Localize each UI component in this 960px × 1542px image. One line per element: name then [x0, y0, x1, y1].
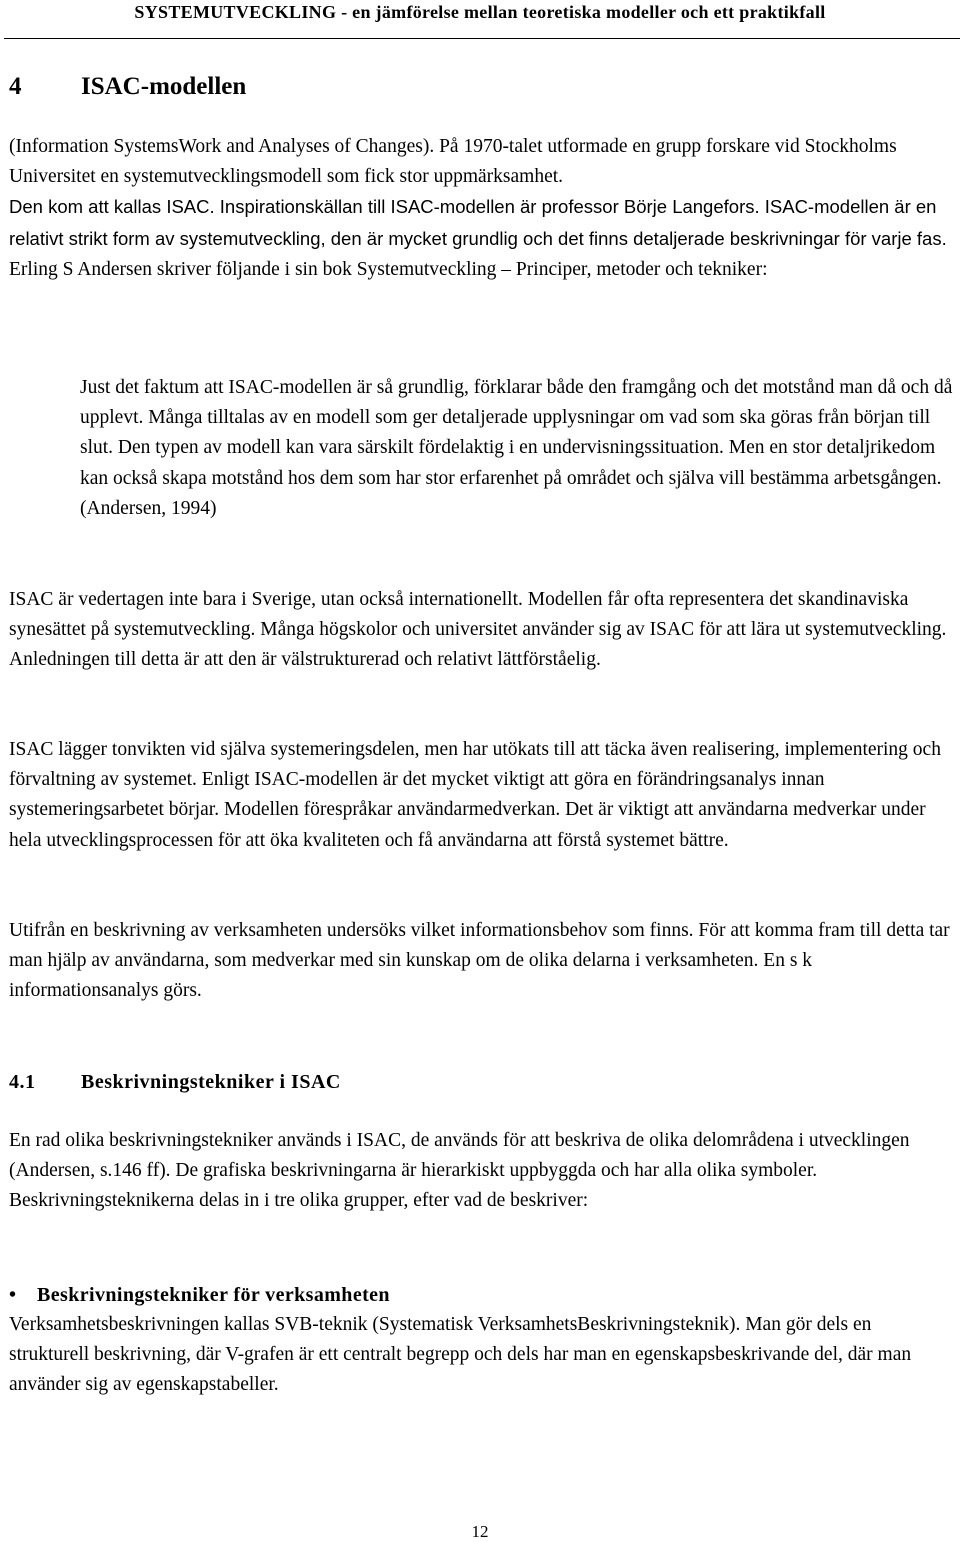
chapter-heading	[9, 72, 246, 102]
intro-paragraph	[9, 132, 954, 285]
body-paragraph: ISAC är vedertagen inte bara i Sverige, utan också internationellt. Modellen får ofta representera det skandinaviska synesättet på systemutveckling. Många högskolor och universitet använder sig av ISAC för att lära ut systemutveckling. Anledningen till detta är att den är välstrukturerad och relativt lättförståelig.	[9, 589, 947, 671]
chapter-title: ISAC-modellen	[81, 73, 247, 100]
bullet-heading-text: Beskrivningstekniker för verksamheten	[37, 1284, 390, 1306]
header-rule	[4, 38, 960, 39]
intro-serif-text: (Information SystemsWork and Analyses of Changes). På 1970-talet utformade en grupp forskare vid Stockholms Universitet en systemutvecklingsmodell som fick stor uppmärksamhet.	[9, 136, 897, 188]
page-number: 12	[471, 1522, 489, 1541]
quote-citation: (Andersen, 1994)	[80, 497, 217, 519]
running-header: SYSTEMUTVECKLING - en jämförelse mellan teoretiska modeller och ett praktikfall	[134, 2, 826, 22]
section-title: Beskrivningstekniker i ISAC	[81, 1071, 341, 1093]
quote-text: Just det faktum att ISAC-modellen är så grundlig, förklarar både den framgång och det motstånd man då och då upplevt. Många tilltalas av en modell som ger detaljerade upplysningar om vad som ska göras från början till slut. Den typen av modell kan vara särskilt fördelaktig i en undervisningssituation. Men en stor detaljrikedom kan också skapa motstånd hos dem som har stor erfarenhet på området och själva vill bestämma arbetsgången.	[80, 377, 953, 489]
bullet-heading	[9, 1281, 390, 1309]
chapter-number: 4	[9, 73, 22, 100]
section-paragraph: En rad olika beskrivningstekniker används i ISAC, de används för att beskriva de olika delområdena i utvecklingen (Andersen, s.146 ff). De grafiska beskrivningarna är hierarkiskt uppbyggda och har alla olika symboler. Beskrivningsteknikerna delas in i tre olika grupper, efter vad de beskriver:	[9, 1130, 910, 1212]
body-paragraph: Utifrån en beskrivning av verksamheten undersöks vilket informationsbehov som finns. För att komma fram till detta tar man hjälp av användarna, som medverkar med sin kunskap om de olika delarna i verksamheten. En s k informationsanalys görs.	[9, 920, 950, 1002]
intro-sans-text: Den kom att kallas ISAC. Inspirationskällan till ISAC-modellen är professor Börje Langefors. ISAC-modellen är en relativt strikt form av systemutveckling, den är mycket grundlig och det finns detaljerade beskrivningar för varje fas.	[9, 196, 947, 249]
bullet-paragraph: Verksamhetsbeskrivningen kallas SVB-teknik (Systematisk VerksamhetsBeskrivningsteknik). Man gör dels en strukturell beskrivning, där V-grafen är ett centralt begrepp och dels har man en egenskapsbeskrivande del, där man använder sig av egenskapstabeller.	[9, 1314, 912, 1396]
section-number: 4.1	[9, 1071, 36, 1093]
body-paragraph: ISAC lägger tonvikten vid själva systemeringsdelen, men har utökats till att täcka även realisering, implementering och förvaltning av systemet. Enligt ISAC-modellen är det mycket viktigt att göra en förändringsanalys innan systemeringsarbetet börjar. Modellen förespråkar användarmedverkan. Det är viktigt att användarna medverkar under hela utvecklingsprocessen för att öka kvaliteten och få användarna att förstå systemet bättre.	[9, 739, 941, 851]
section-heading	[9, 1068, 341, 1096]
intro-serif-tail: Erling S Andersen skriver följande i sin bok Systemutveckling – Principer, metoder och tekniker:	[9, 258, 768, 280]
bullet-marker: •	[9, 1284, 17, 1306]
block-quote	[80, 373, 955, 524]
